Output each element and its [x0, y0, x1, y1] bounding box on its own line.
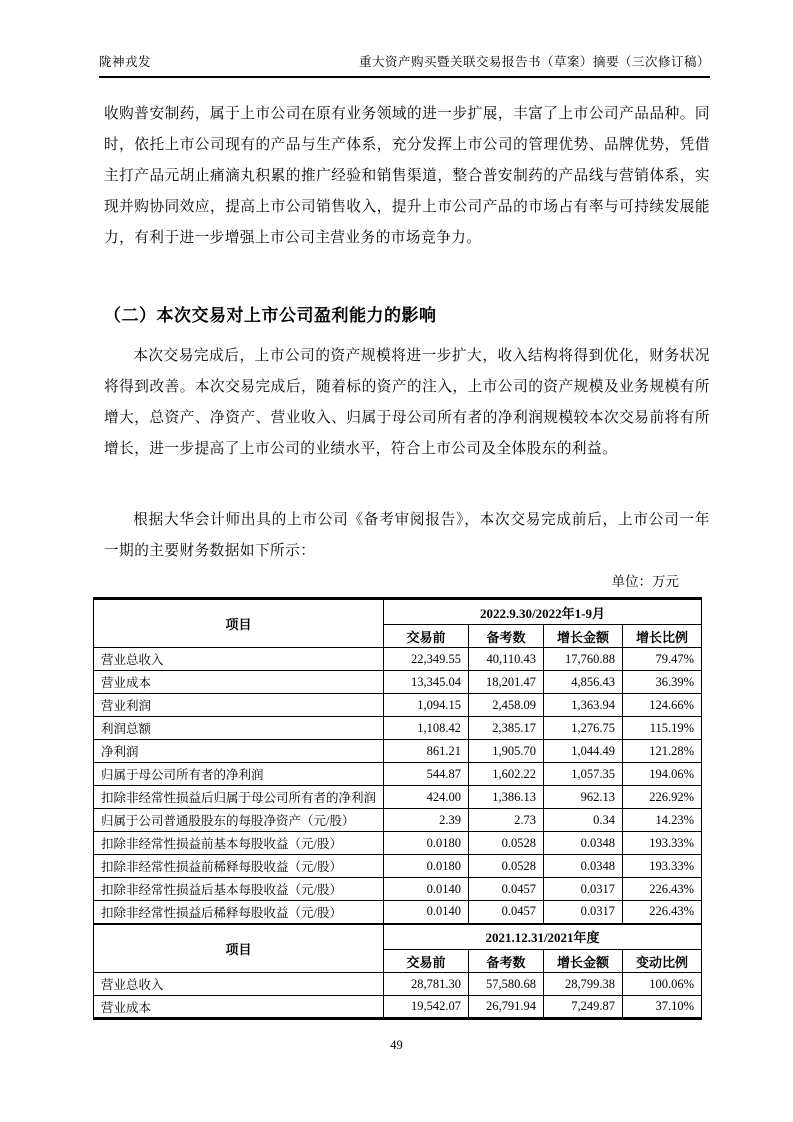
- paragraph-financial-data-intro: 根据大华会计师出具的上市公司《备考审阅报告》，本次交易完成前后，上市公司一年一期的主要财务数据如下所示：: [104, 512, 710, 559]
- cell-value: 1,094.15: [384, 694, 469, 717]
- cell-value: 0.0348: [544, 855, 623, 878]
- row-label: 利润总额: [94, 717, 384, 740]
- table-unit-label: 单位：万元: [611, 574, 679, 589]
- cell-value: 1,363.94: [544, 694, 623, 717]
- section-heading-profitability-impact: （二）本次交易对上市公司盈利能力的影响: [104, 306, 437, 325]
- table-row: [94, 996, 702, 1019]
- column-header-pro-forma: 备考数: [469, 625, 544, 648]
- cell-value: 22,349.55: [384, 648, 469, 671]
- paragraph-business-expansion: 收购普安制药，属于上市公司在原有业务领域的进一步扩展，丰富了上市公司产品品种。同时，依托上市公司现有的产品与生产体系，充分发挥上市公司的管理优势、品牌优势，凭借主打产品元胡止痛滴丸积累的推广经验和销售渠道，整合普安制药的产品线与营销体系，实现并购协同效应，提高上市公司销售收入，提升上市公司产品的市场占有率与可持续发展能力，有利于进一步增强上市公司主营业务的市场竞争力。: [104, 106, 710, 246]
- running-header: [99, 52, 710, 78]
- cell-value: 1,108.42: [384, 717, 469, 740]
- period-header-2021: 2021.12.31/2021年度: [384, 924, 702, 950]
- row-label: 净利润: [94, 740, 384, 763]
- cell-value: 2,458.09: [469, 694, 544, 717]
- cell-value: 0.34: [544, 809, 623, 832]
- cell-value: 226.92%: [623, 786, 702, 809]
- cell-value: 14.23%: [623, 809, 702, 832]
- cell-value: 193.33%: [623, 832, 702, 855]
- cell-value: 2.73: [469, 809, 544, 832]
- cell-value: 0.0317: [544, 878, 623, 901]
- table-row: [94, 878, 702, 901]
- row-label: 归属于公司普通股股东的每股净资产（元/股）: [94, 809, 384, 832]
- cell-value: 2,385.17: [469, 717, 544, 740]
- cell-value: 28,781.30: [384, 973, 469, 996]
- table-row: [94, 671, 702, 694]
- table-row: [94, 855, 702, 878]
- cell-value: 861.21: [384, 740, 469, 763]
- cell-value: 194.06%: [623, 763, 702, 786]
- cell-value: 193.33%: [623, 855, 702, 878]
- table-row: [94, 901, 702, 924]
- cell-value: 1,276.75: [544, 717, 623, 740]
- cell-value: 1,386.13: [469, 786, 544, 809]
- row-label: 营业利润: [94, 694, 384, 717]
- row-label: 扣除非经常性损益后基本每股收益（元/股）: [94, 878, 384, 901]
- table-row: [94, 740, 702, 763]
- cell-value: 18,201.47: [469, 671, 544, 694]
- cell-value: 79.47%: [623, 648, 702, 671]
- cell-value: 0.0457: [469, 901, 544, 924]
- table-row: [94, 973, 702, 996]
- cell-value: 0.0140: [384, 901, 469, 924]
- column-header-change-ratio: 变动比例: [623, 950, 702, 973]
- cell-value: 13,345.04: [384, 671, 469, 694]
- row-label: 营业成本: [94, 671, 384, 694]
- cell-value: 17,760.88: [544, 648, 623, 671]
- cell-value: 40,110.43: [469, 648, 544, 671]
- cell-value: 0.0180: [384, 832, 469, 855]
- row-label: 营业成本: [94, 996, 384, 1019]
- column-header-item: 项目: [94, 599, 384, 648]
- cell-value: 1,044.49: [544, 740, 623, 763]
- table-header-row: [94, 924, 702, 950]
- column-header-item: 项目: [94, 924, 384, 973]
- column-header-growth-amount: 增长金额: [544, 625, 623, 648]
- cell-value: 0.0457: [469, 878, 544, 901]
- cell-value: 226.43%: [623, 901, 702, 924]
- row-label: 营业总收入: [94, 973, 384, 996]
- period-header-2022: 2022.9.30/2022年1-9月: [384, 599, 702, 625]
- cell-value: 1,602.22: [469, 763, 544, 786]
- cell-value: 424.00: [384, 786, 469, 809]
- page-number: 49: [390, 1038, 403, 1052]
- cell-value: 36.39%: [623, 671, 702, 694]
- table-row: [94, 648, 702, 671]
- table-row: [94, 809, 702, 832]
- cell-value: 57,580.68: [469, 973, 544, 996]
- row-label: 扣除非经常性损益前稀释每股收益（元/股）: [94, 855, 384, 878]
- cell-value: 0.0528: [469, 832, 544, 855]
- column-header-growth-amount: 增长金额: [544, 950, 623, 973]
- cell-value: 0.0180: [384, 855, 469, 878]
- paragraph-transaction-effect: 本次交易完成后，上市公司的资产规模将进一步扩大，收入结构将得到优化，财务状况将得到改善。本次交易完成后，随着标的资产的注入，上市公司的资产规模及业务规模有所增大，总资产、净资产、营业收入、归属于母公司所有者的净利润规模较本次交易前将有所增长，进一步提高了上市公司的业绩水平，符合上市公司及全体股东的利益。: [104, 348, 710, 457]
- column-header-pro-forma: 备考数: [469, 950, 544, 973]
- cell-value: 0.0317: [544, 901, 623, 924]
- column-header-growth-ratio: 增长比例: [623, 625, 702, 648]
- cell-value: 226.43%: [623, 878, 702, 901]
- cell-value: 0.0528: [469, 855, 544, 878]
- row-label: 归属于母公司所有者的净利润: [94, 763, 384, 786]
- table-row: [94, 694, 702, 717]
- cell-value: 100.06%: [623, 973, 702, 996]
- table-row: [94, 717, 702, 740]
- cell-value: 121.28%: [623, 740, 702, 763]
- cell-value: 1,905.70: [469, 740, 544, 763]
- table-row: [94, 786, 702, 809]
- cell-value: 28,799.38: [544, 973, 623, 996]
- cell-value: 0.0348: [544, 832, 623, 855]
- cell-value: 1,057.35: [544, 763, 623, 786]
- column-header-pre-transaction: 交易前: [384, 625, 469, 648]
- cell-value: 544.87: [384, 763, 469, 786]
- row-label: 扣除非经常性损益后稀释每股收益（元/股）: [94, 901, 384, 924]
- cell-value: 962.13: [544, 786, 623, 809]
- header-company-name: 陇神戎发: [99, 55, 152, 69]
- cell-value: 124.66%: [623, 694, 702, 717]
- cell-value: 26,791.94: [469, 996, 544, 1019]
- cell-value: 4,856.43: [544, 671, 623, 694]
- table-row: [94, 763, 702, 786]
- cell-value: 2.39: [384, 809, 469, 832]
- cell-value: 37.10%: [623, 996, 702, 1019]
- row-label: 扣除非经常性损益前基本每股收益（元/股）: [94, 832, 384, 855]
- header-document-title: 重大资产购买暨关联交易报告书（草案）摘要（三次修订稿）: [358, 55, 710, 69]
- row-label: 扣除非经常性损益后归属于母公司所有者的净利润: [94, 786, 384, 809]
- table-header-row: [94, 599, 702, 625]
- row-label: 营业总收入: [94, 648, 384, 671]
- cell-value: 0.0140: [384, 878, 469, 901]
- financial-data-table: [93, 597, 702, 1020]
- cell-value: 19,542.07: [384, 996, 469, 1019]
- cell-value: 115.19%: [623, 717, 702, 740]
- cell-value: 7,249.87: [544, 996, 623, 1019]
- column-header-pre-transaction: 交易前: [384, 950, 469, 973]
- table-row: [94, 832, 702, 855]
